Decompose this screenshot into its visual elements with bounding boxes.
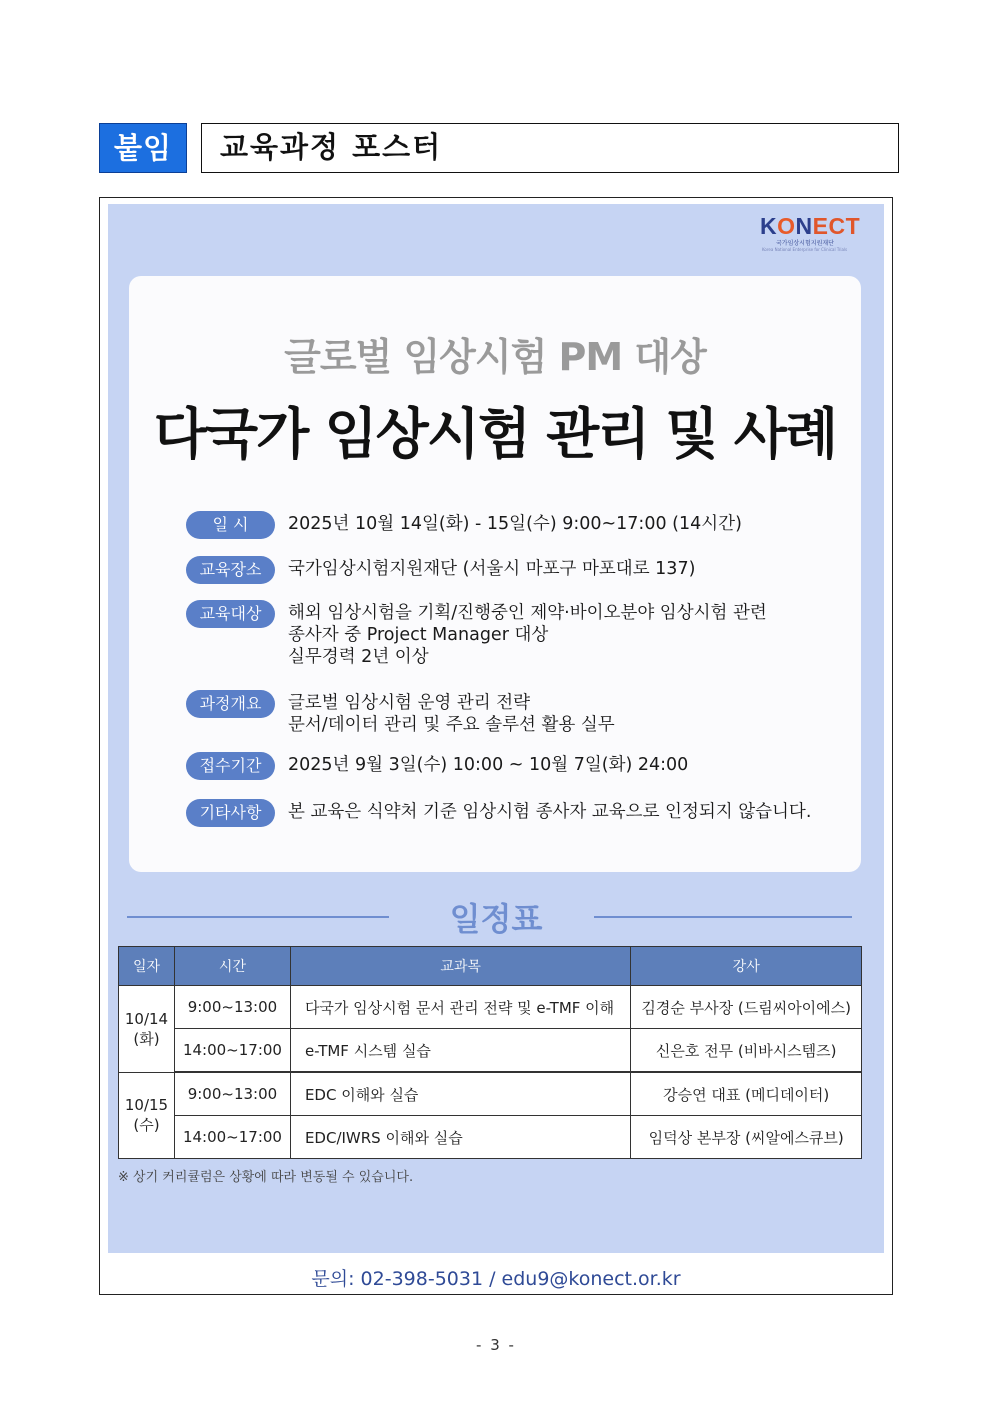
schedule-title: 일정표	[449, 900, 543, 938]
column-header-time: 시간	[174, 947, 290, 986]
instructor-cell: 임덕상 본부장 (씨알에스큐브)	[631, 1116, 862, 1159]
instructor-cell: 김경순 부사장 (드림씨아이에스)	[631, 986, 862, 1029]
attachment-tag: 붙임	[99, 123, 187, 173]
schedule-table	[118, 946, 862, 1159]
info-value: 국가임상시험지원재단 (서울시 마포구 마포대로 137)	[288, 559, 696, 579]
table-row	[119, 1072, 862, 1116]
info-label: 기타사항	[186, 799, 275, 827]
divider-line-right	[594, 916, 852, 918]
subject-cell: 다국가 임상시험 문서 관리 전략 및 e-TMF 이해	[290, 986, 630, 1029]
subject-cell: e-TMF 시스템 실습	[290, 1029, 630, 1073]
column-header-subject: 교과목	[290, 947, 630, 986]
info-label: 접수기간	[186, 752, 275, 780]
page-number: - 3 -	[476, 1336, 516, 1354]
table-row	[119, 986, 862, 1029]
poster-frame	[99, 197, 893, 1295]
time-cell: 14:00~17:00	[174, 1116, 290, 1159]
date-cell: 10/15 (수)	[119, 1072, 175, 1159]
time-cell: 9:00~13:00	[174, 1072, 290, 1116]
logo-subtitle: 국가임상시험지원재단	[776, 240, 834, 247]
time-cell: 9:00~13:00	[174, 986, 290, 1029]
poster	[108, 204, 884, 1253]
info-value: 2025년 9월 3일(수) 10:00 ~ 10월 7일(화) 24:00	[288, 755, 689, 775]
poster-title: 다국가 임상시험 관리 및 사례	[153, 402, 837, 466]
contact-info: 문의: 02-398-5031 / edu9@konect.or.kr	[311, 1268, 681, 1290]
column-header-instructor: 강사	[631, 947, 862, 986]
page-title: 교육과정 포스터	[201, 123, 899, 173]
poster-subtitle: 글로벌 임상시험 PM 대상	[284, 335, 706, 379]
konect-logo	[760, 212, 860, 256]
instructor-cell: 강승연 대표 (메디데이터)	[631, 1072, 862, 1116]
table-row	[119, 1116, 862, 1159]
info-value: 해외 임상시험을 기획/진행중인 제약·바이오분야 임상시험 관련 종사자 중 Project Manager 대상 실무경력 2년 이상	[288, 603, 767, 667]
info-label: 교육대상	[186, 600, 275, 628]
subject-cell: EDC/IWRS 이해와 실습	[290, 1116, 630, 1159]
subject-cell: EDC 이해와 실습	[290, 1072, 630, 1116]
info-value: 본 교육은 식약처 기준 임상시험 종사자 교육으로 인정되지 않습니다.	[288, 802, 812, 822]
info-label: 일 시	[186, 511, 275, 539]
instructor-cell: 신은호 전무 (비바시스템즈)	[631, 1029, 862, 1073]
logo-wordmark: KONECT	[760, 213, 861, 239]
table-header-row	[119, 947, 862, 986]
info-label: 교육장소	[186, 556, 275, 584]
schedule-note: ※ 상기 커리큘럼은 상황에 따라 변동될 수 있습니다.	[118, 1170, 414, 1185]
time-cell: 14:00~17:00	[174, 1029, 290, 1073]
column-header-date: 일자	[119, 947, 175, 986]
table-row	[119, 1029, 862, 1073]
date-cell: 10/14 (화)	[119, 986, 175, 1073]
info-value: 글로벌 임상시험 운영 관리 전략 문서/데이터 관리 및 주요 솔루션 활용 실무	[288, 693, 615, 735]
info-label: 과정개요	[186, 690, 275, 718]
logo-subtitle-en: Korea National Enterprise for Clinical Trials	[762, 247, 848, 252]
info-value: 2025년 10월 14일(화) - 15일(수) 9:00~17:00 (14시간)	[288, 514, 742, 534]
info-card	[129, 276, 861, 872]
